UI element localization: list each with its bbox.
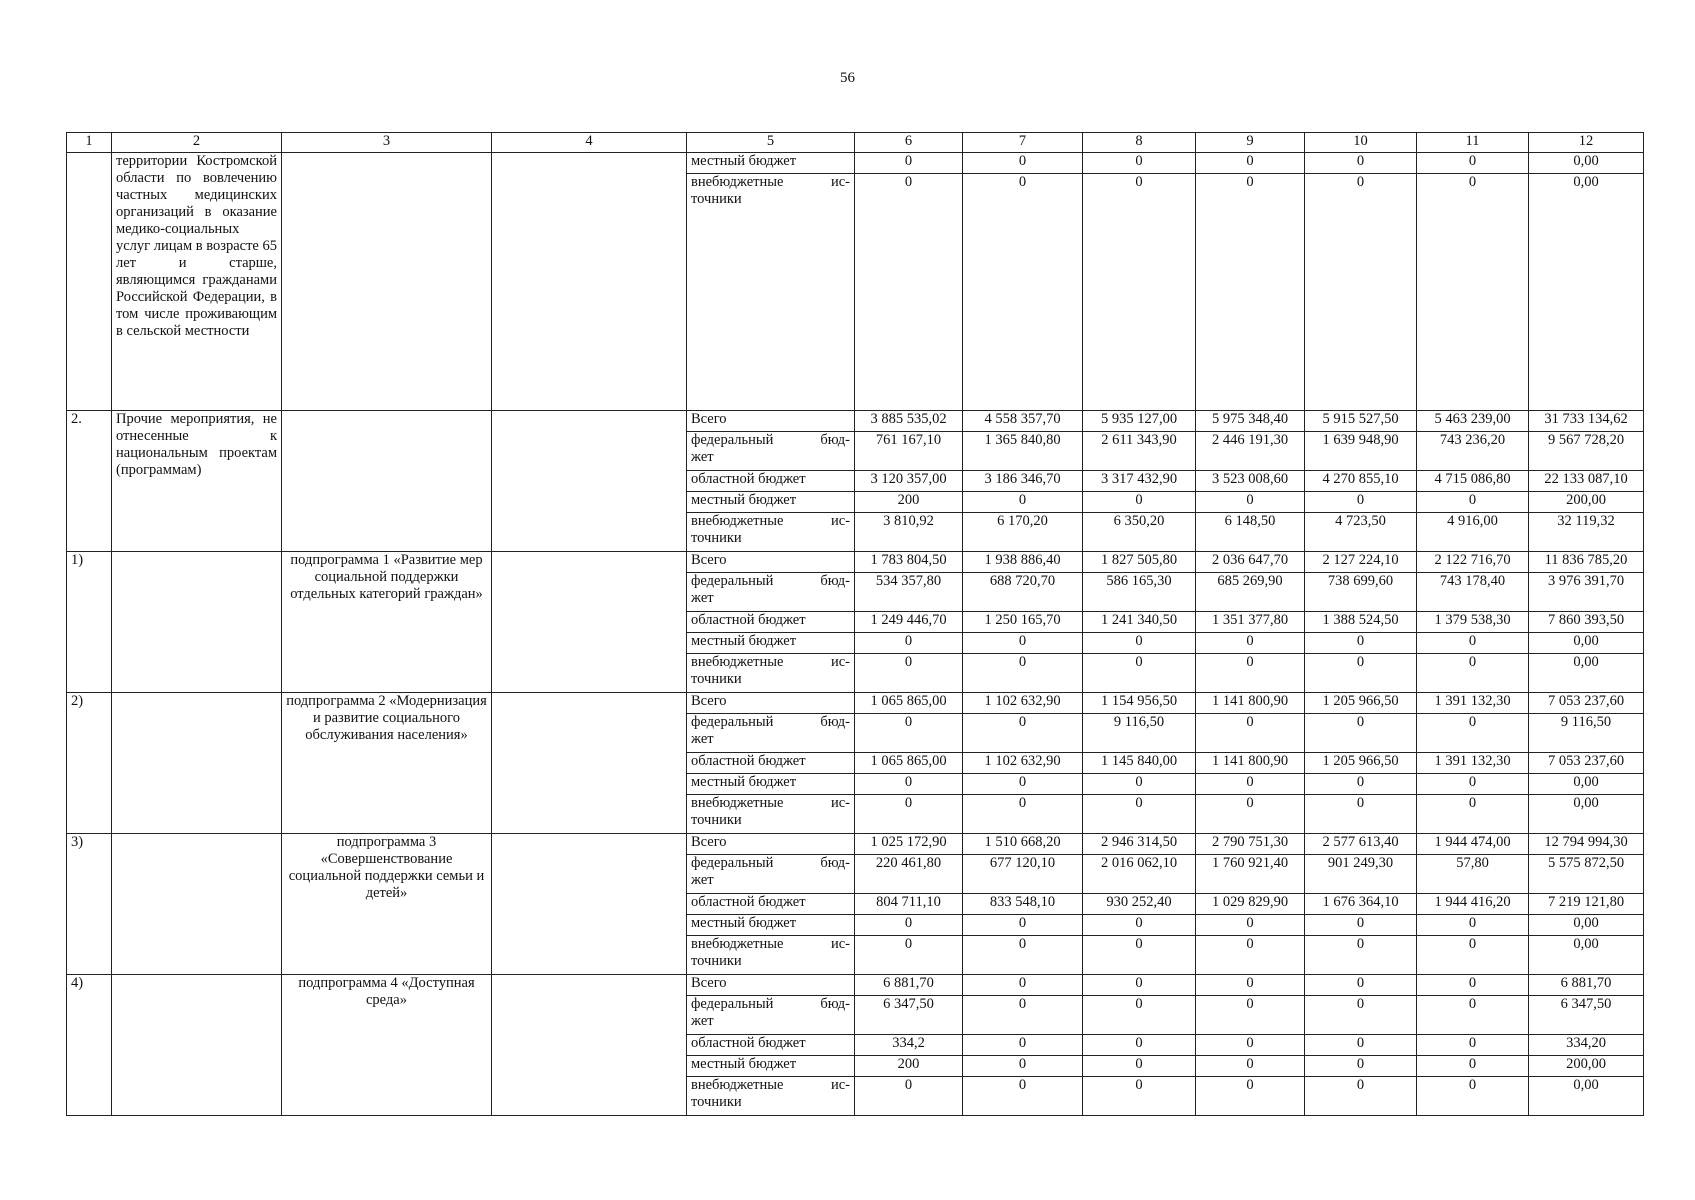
year-value: 0: [1305, 795, 1417, 834]
year-value: 0: [1083, 936, 1196, 975]
measure-name: [112, 693, 282, 834]
year-value: 2 016 062,10: [1083, 855, 1196, 894]
year-value: 4 916,00: [1417, 513, 1529, 552]
year-value: 1 938 886,40: [963, 552, 1083, 573]
funding-source: Всего: [687, 552, 855, 573]
funding-source-line: внебюджетные ис-: [691, 795, 850, 811]
funding-source-line: жет: [691, 449, 714, 465]
total-value: 0,00: [1529, 915, 1644, 936]
subprogram-name: подпрограмма 2 «Модернизация и развитие социального обслуживания населения»: [282, 693, 492, 834]
funding-source: Всего: [687, 411, 855, 432]
year-value: 761 167,10: [855, 432, 963, 471]
year-value: 1 388 524,50: [1305, 612, 1417, 633]
table-row: [67, 834, 1644, 855]
year-value: 0: [1083, 795, 1196, 834]
year-value: 1 250 165,70: [963, 612, 1083, 633]
year-value: 0: [1417, 975, 1529, 996]
year-value: 0: [1417, 795, 1529, 834]
year-value: 1 676 364,10: [1305, 894, 1417, 915]
year-value: 0: [855, 714, 963, 753]
year-value: 0: [1196, 174, 1305, 411]
year-value: 0: [1083, 774, 1196, 795]
funding-source: [687, 654, 855, 693]
year-value: 1 510 668,20: [963, 834, 1083, 855]
year-value: 5 463 239,00: [1417, 411, 1529, 432]
year-value: 3 523 008,60: [1196, 471, 1305, 492]
year-value: 0: [1305, 654, 1417, 693]
year-value: 2 036 647,70: [1196, 552, 1305, 573]
year-value: 685 269,90: [1196, 573, 1305, 612]
total-value: 6 881,70: [1529, 975, 1644, 996]
year-value: 4 558 357,70: [963, 411, 1083, 432]
column-number: 11: [1417, 133, 1529, 153]
table-row: [67, 411, 1644, 432]
year-value: 0: [963, 1077, 1083, 1116]
year-value: 0: [1417, 492, 1529, 513]
year-value: 0: [1305, 996, 1417, 1035]
year-value: 0: [1083, 174, 1196, 411]
year-value: 0: [1196, 996, 1305, 1035]
funding-source: [687, 936, 855, 975]
year-value: 743 178,40: [1417, 573, 1529, 612]
responsible-executor: [492, 153, 687, 411]
total-value: 0,00: [1529, 153, 1644, 174]
year-value: 2 577 613,40: [1305, 834, 1417, 855]
year-value: 901 249,30: [1305, 855, 1417, 894]
funding-source: [687, 795, 855, 834]
total-value: 0,00: [1529, 174, 1644, 411]
funding-source-line: внебюджетные ис-: [691, 1077, 850, 1093]
funding-source-line: федеральный бюд-: [691, 855, 850, 871]
year-value: 0: [963, 996, 1083, 1035]
year-value: 57,80: [1417, 855, 1529, 894]
year-value: 200: [855, 492, 963, 513]
funding-source: Всего: [687, 693, 855, 714]
year-value: 0: [963, 795, 1083, 834]
year-value: 1 351 377,80: [1196, 612, 1305, 633]
responsible-executor: [492, 693, 687, 834]
year-value: 1 760 921,40: [1196, 855, 1305, 894]
year-value: 0: [1083, 1056, 1196, 1077]
column-number: 9: [1196, 133, 1305, 153]
year-value: 1 102 632,90: [963, 693, 1083, 714]
table-row: [67, 552, 1644, 573]
funding-source: областной бюджет: [687, 753, 855, 774]
funding-source: [687, 855, 855, 894]
year-value: 9 116,50: [1083, 714, 1196, 753]
year-value: 0: [1305, 1035, 1417, 1056]
total-value: 12 794 994,30: [1529, 834, 1644, 855]
year-value: 0: [1196, 654, 1305, 693]
year-value: 0: [1196, 1056, 1305, 1077]
year-value: 0: [1305, 774, 1417, 795]
year-value: 2 127 224,10: [1305, 552, 1417, 573]
subprogram-name: подпрограмма 3 «Совершенствование социальной поддержки семьи и детей»: [282, 834, 492, 975]
year-value: 4 270 855,10: [1305, 471, 1417, 492]
year-value: 6 881,70: [855, 975, 963, 996]
total-value: 334,20: [1529, 1035, 1644, 1056]
funding-source: местный бюджет: [687, 774, 855, 795]
year-value: 0: [1305, 174, 1417, 411]
year-value: 0: [1305, 975, 1417, 996]
year-value: 0: [1083, 492, 1196, 513]
total-value: 32 119,32: [1529, 513, 1644, 552]
year-value: 1 025 172,90: [855, 834, 963, 855]
year-value: 688 720,70: [963, 573, 1083, 612]
year-value: 0: [963, 153, 1083, 174]
year-value: 1 205 966,50: [1305, 693, 1417, 714]
column-number: 1: [67, 133, 112, 153]
year-value: 1 365 840,80: [963, 432, 1083, 471]
year-value: 2 790 751,30: [1196, 834, 1305, 855]
funding-source: местный бюджет: [687, 153, 855, 174]
year-value: 0: [963, 1056, 1083, 1077]
year-value: 0: [963, 714, 1083, 753]
year-value: 1 944 474,00: [1417, 834, 1529, 855]
funding-source-line: точники: [691, 1094, 742, 1110]
year-value: 677 120,10: [963, 855, 1083, 894]
measure-name: [112, 975, 282, 1116]
year-value: 1 029 829,90: [1196, 894, 1305, 915]
year-value: 0: [1083, 654, 1196, 693]
year-value: 1 379 538,30: [1417, 612, 1529, 633]
year-value: 1 102 632,90: [963, 753, 1083, 774]
year-value: 2 946 314,50: [1083, 834, 1196, 855]
year-value: 0: [1196, 975, 1305, 996]
year-value: 0: [963, 1035, 1083, 1056]
year-value: 0: [1083, 915, 1196, 936]
year-value: 534 357,80: [855, 573, 963, 612]
year-value: 0: [1196, 492, 1305, 513]
year-value: 1 065 865,00: [855, 753, 963, 774]
column-number: 7: [963, 133, 1083, 153]
total-value: 11 836 785,20: [1529, 552, 1644, 573]
year-value: 0: [855, 915, 963, 936]
year-value: 1 205 966,50: [1305, 753, 1417, 774]
row-index: 2.: [67, 411, 112, 552]
funding-source-line: точники: [691, 530, 742, 546]
funding-source: [687, 513, 855, 552]
row-index: 4): [67, 975, 112, 1116]
year-value: 0: [1196, 633, 1305, 654]
year-value: 2 611 343,90: [1083, 432, 1196, 471]
year-value: 5 915 527,50: [1305, 411, 1417, 432]
budget-table: [66, 132, 1644, 1116]
year-value: 334,2: [855, 1035, 963, 1056]
year-value: 1 391 132,30: [1417, 753, 1529, 774]
year-value: 5 975 348,40: [1196, 411, 1305, 432]
funding-source: Всего: [687, 834, 855, 855]
page-number: 56: [840, 70, 855, 86]
total-value: 31 733 134,62: [1529, 411, 1644, 432]
row-index: 3): [67, 834, 112, 975]
year-value: 0: [1417, 714, 1529, 753]
year-value: 1 145 840,00: [1083, 753, 1196, 774]
funding-source-line: федеральный бюд-: [691, 996, 850, 1012]
year-value: 1 154 956,50: [1083, 693, 1196, 714]
responsible-executor: [492, 552, 687, 693]
year-value: 0: [855, 795, 963, 834]
year-value: 0: [1417, 153, 1529, 174]
total-value: 0,00: [1529, 795, 1644, 834]
total-value: 0,00: [1529, 633, 1644, 654]
year-value: 6 350,20: [1083, 513, 1196, 552]
year-value: 0: [963, 633, 1083, 654]
year-value: 833 548,10: [963, 894, 1083, 915]
year-value: 0: [963, 936, 1083, 975]
measure-name: территории Костромской области по вовлечению частных медицинских организаций в оказание медико-социальных услуг лицам в возрасте 65 лет и старше, являющимся гражданами Российской Федерации, в том числе проживающим в сельской местности: [112, 153, 282, 411]
funding-source-line: точники: [691, 671, 742, 687]
year-value: 0: [1305, 915, 1417, 936]
total-value: 7 860 393,50: [1529, 612, 1644, 633]
year-value: 0: [1083, 633, 1196, 654]
year-value: 0: [963, 975, 1083, 996]
column-number: 2: [112, 133, 282, 153]
funding-source: [687, 432, 855, 471]
responsible-executor: [492, 834, 687, 975]
funding-source: [687, 573, 855, 612]
budget-table-body: [67, 153, 1644, 1116]
funding-source: [687, 714, 855, 753]
total-value: 3 976 391,70: [1529, 573, 1644, 612]
year-value: 738 699,60: [1305, 573, 1417, 612]
year-value: 0: [1196, 774, 1305, 795]
year-value: 0: [855, 1077, 963, 1116]
funding-source: местный бюджет: [687, 915, 855, 936]
year-value: 3 885 535,02: [855, 411, 963, 432]
year-value: 6 170,20: [963, 513, 1083, 552]
funding-source-line: жет: [691, 1013, 714, 1029]
year-value: 0: [1305, 492, 1417, 513]
funding-source-line: федеральный бюд-: [691, 432, 850, 448]
column-number: 3: [282, 133, 492, 153]
funding-source-line: точники: [691, 953, 742, 969]
year-value: 0: [855, 774, 963, 795]
year-value: 1 141 800,90: [1196, 693, 1305, 714]
year-value: 0: [855, 633, 963, 654]
year-value: 0: [855, 174, 963, 411]
year-value: 1 639 948,90: [1305, 432, 1417, 471]
year-value: 3 317 432,90: [1083, 471, 1196, 492]
year-value: 1 249 446,70: [855, 612, 963, 633]
year-value: 0: [963, 654, 1083, 693]
funding-source: [687, 1077, 855, 1116]
table-row: [67, 975, 1644, 996]
column-number: 8: [1083, 133, 1196, 153]
funding-source: Всего: [687, 975, 855, 996]
year-value: 4 723,50: [1305, 513, 1417, 552]
year-value: 0: [1083, 975, 1196, 996]
year-value: 0: [1083, 1035, 1196, 1056]
funding-source-line: федеральный бюд-: [691, 714, 850, 730]
year-value: 0: [1417, 633, 1529, 654]
subprogram-name: [282, 153, 492, 411]
funding-source: [687, 174, 855, 411]
year-value: 0: [1417, 1056, 1529, 1077]
year-value: 200: [855, 1056, 963, 1077]
measure-name: [112, 552, 282, 693]
funding-source: местный бюджет: [687, 492, 855, 513]
year-value: 0: [963, 915, 1083, 936]
year-value: 0: [1196, 1035, 1305, 1056]
year-value: 6 148,50: [1196, 513, 1305, 552]
funding-source-line: федеральный бюд-: [691, 573, 850, 589]
column-number: 4: [492, 133, 687, 153]
year-value: 1 065 865,00: [855, 693, 963, 714]
responsible-executor: [492, 411, 687, 552]
year-value: 930 252,40: [1083, 894, 1196, 915]
year-value: 0: [1305, 1077, 1417, 1116]
funding-source-line: жет: [691, 590, 714, 606]
funding-source: областной бюджет: [687, 894, 855, 915]
year-value: 2 446 191,30: [1196, 432, 1305, 471]
year-value: 1 783 804,50: [855, 552, 963, 573]
year-value: 1 391 132,30: [1417, 693, 1529, 714]
funding-source: [687, 996, 855, 1035]
year-value: 1 241 340,50: [1083, 612, 1196, 633]
funding-source-line: жет: [691, 872, 714, 888]
total-value: 0,00: [1529, 936, 1644, 975]
total-value: 5 575 872,50: [1529, 855, 1644, 894]
year-value: 0: [1417, 936, 1529, 975]
year-value: 0: [1417, 996, 1529, 1035]
total-value: 22 133 087,10: [1529, 471, 1644, 492]
funding-source-line: внебюджетные ис-: [691, 513, 850, 529]
subprogram-name: [282, 411, 492, 552]
year-value: 3 120 357,00: [855, 471, 963, 492]
funding-source-line: внебюджетные ис-: [691, 936, 850, 952]
year-value: 1 827 505,80: [1083, 552, 1196, 573]
year-value: 0: [1083, 153, 1196, 174]
year-value: 586 165,30: [1083, 573, 1196, 612]
year-value: 0: [1305, 153, 1417, 174]
year-value: 5 935 127,00: [1083, 411, 1196, 432]
year-value: 0: [1305, 1056, 1417, 1077]
year-value: 743 236,20: [1417, 432, 1529, 471]
column-number: 12: [1529, 133, 1644, 153]
measure-name: [112, 834, 282, 975]
year-value: 0: [1417, 915, 1529, 936]
total-value: 200,00: [1529, 492, 1644, 513]
year-value: 0: [1417, 774, 1529, 795]
funding-source-line: внебюджетные ис-: [691, 174, 850, 190]
year-value: 0: [855, 936, 963, 975]
total-value: 7 053 237,60: [1529, 693, 1644, 714]
year-value: 1 944 416,20: [1417, 894, 1529, 915]
funding-source-line: внебюджетные ис-: [691, 654, 850, 670]
year-value: 0: [1196, 936, 1305, 975]
year-value: 0: [1083, 996, 1196, 1035]
year-value: 4 715 086,80: [1417, 471, 1529, 492]
year-value: 0: [1417, 654, 1529, 693]
funding-source-line: жет: [691, 731, 714, 747]
row-index: 1): [67, 552, 112, 693]
year-value: 3 186 346,70: [963, 471, 1083, 492]
total-value: 7 219 121,80: [1529, 894, 1644, 915]
year-value: 0: [1196, 1077, 1305, 1116]
table-row: [67, 693, 1644, 714]
year-value: 0: [1196, 915, 1305, 936]
year-value: 0: [1196, 795, 1305, 834]
year-value: 0: [1417, 1077, 1529, 1116]
column-number: 6: [855, 133, 963, 153]
row-index: [67, 153, 112, 411]
subprogram-name: подпрограмма 4 «Доступная среда»: [282, 975, 492, 1116]
total-value: 9 116,50: [1529, 714, 1644, 753]
year-value: 0: [855, 153, 963, 174]
year-value: 0: [1305, 936, 1417, 975]
total-value: 7 053 237,60: [1529, 753, 1644, 774]
subprogram-name: подпрограмма 1 «Развитие мер социальной поддержки отдельных категорий граждан»: [282, 552, 492, 693]
year-value: 0: [1417, 174, 1529, 411]
year-value: 0: [1305, 714, 1417, 753]
funding-source: областной бюджет: [687, 471, 855, 492]
measure-name: Прочие мероприятия, не отнесенные к национальным проектам (программам): [112, 411, 282, 552]
total-value: 0,00: [1529, 1077, 1644, 1116]
year-value: 0: [855, 654, 963, 693]
column-number: 5: [687, 133, 855, 153]
year-value: 6 347,50: [855, 996, 963, 1035]
total-value: 200,00: [1529, 1056, 1644, 1077]
year-value: 0: [1196, 714, 1305, 753]
year-value: 0: [1417, 1035, 1529, 1056]
year-value: 1 141 800,90: [1196, 753, 1305, 774]
funding-source: местный бюджет: [687, 1056, 855, 1077]
column-number-row: [67, 133, 1644, 153]
year-value: 0: [1196, 153, 1305, 174]
year-value: 0: [1083, 1077, 1196, 1116]
total-value: 6 347,50: [1529, 996, 1644, 1035]
column-number: 10: [1305, 133, 1417, 153]
year-value: 0: [963, 774, 1083, 795]
total-value: 0,00: [1529, 654, 1644, 693]
year-value: 3 810,92: [855, 513, 963, 552]
year-value: 220 461,80: [855, 855, 963, 894]
funding-source: областной бюджет: [687, 612, 855, 633]
total-value: 9 567 728,20: [1529, 432, 1644, 471]
funding-source-line: точники: [691, 812, 742, 828]
year-value: 0: [963, 492, 1083, 513]
year-value: 0: [963, 174, 1083, 411]
year-value: 0: [1305, 633, 1417, 654]
funding-source: областной бюджет: [687, 1035, 855, 1056]
year-value: 2 122 716,70: [1417, 552, 1529, 573]
total-value: 0,00: [1529, 774, 1644, 795]
year-value: 804 711,10: [855, 894, 963, 915]
table-row: [67, 153, 1644, 174]
responsible-executor: [492, 975, 687, 1116]
row-index: 2): [67, 693, 112, 834]
funding-source: местный бюджет: [687, 633, 855, 654]
funding-source-line: точники: [691, 191, 742, 207]
